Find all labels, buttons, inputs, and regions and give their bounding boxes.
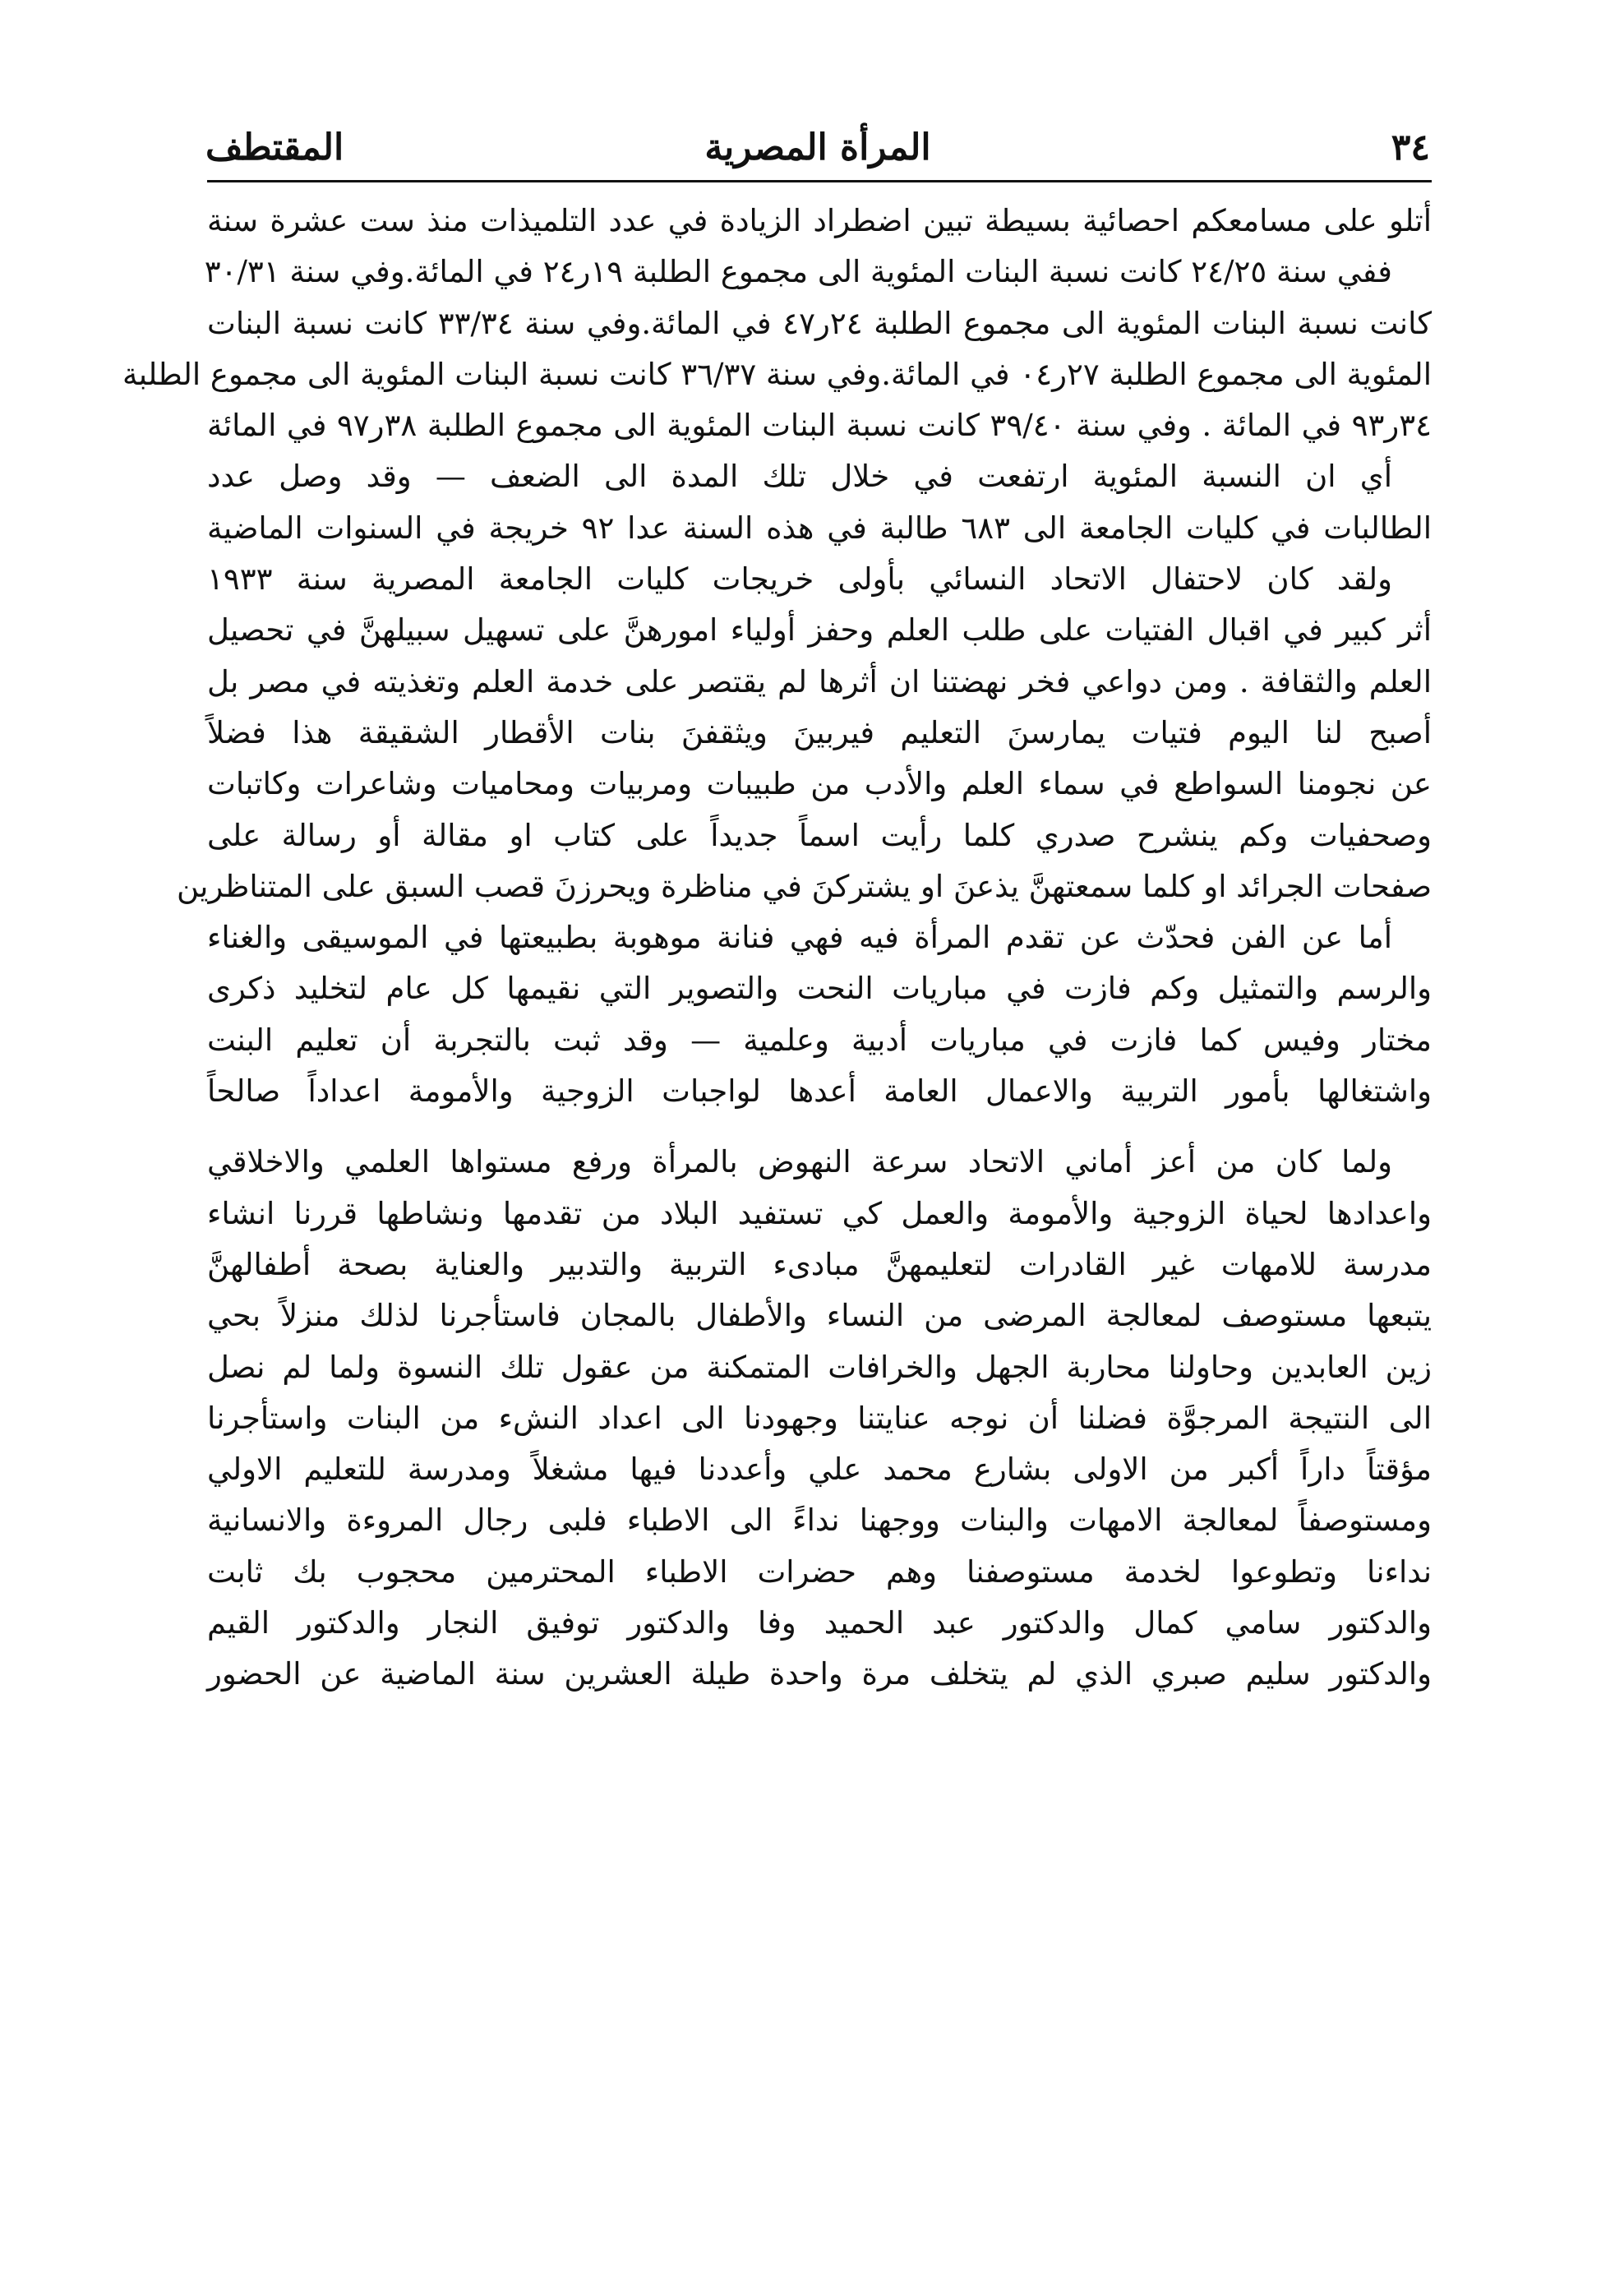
text-line: وصحفيات وكم ينشرح صدري كلما رأيت اسماً جديداً على كتاب او مقالة أو رسالة على [207, 817, 1432, 853]
text-line: المئوية الى مجموع الطلبة ٢٧ر٠٤ في المائة.وفي سنة ٣٦/٣٧ كانت نسبة البنات المئوية الى مجموع الطلبة [122, 356, 1432, 392]
text-line: الطالبات في كليات الجامعة الى ٦٨٣ طالبة في هذه السنة عدا ٩٢ خريجة في السنوات الماضية [207, 510, 1432, 546]
text-line: ٣٤ر٩٣ في المائة . وفي سنة ٣٩/٤٠ كانت نسبة البنات المئوية الى مجموع الطلبة ٣٨ر٩٧ في المائة [207, 408, 1432, 444]
text-line: مدرسة للامهات غير القادرات لتعليمهنَّ مبادىء التربية والتدبير والعناية بصحة أطفالهنَّ [207, 1246, 1432, 1282]
text-line: ولما كان من أعز أماني الاتحاد سرعة النهوض بالمرأة ورفع مستواها العلمي والاخلاقي [207, 1144, 1392, 1180]
running-title: المرأة المصرية [704, 127, 931, 168]
page-number: ٣٤ [1391, 127, 1430, 168]
paragraph-gap [207, 1117, 1432, 1137]
text-line: أتلو على مسامعكم احصائية بسيطة تبين اضطراد الزيادة في عدد التلميذات منذ ست عشرة سنة [207, 203, 1432, 238]
text-line: واعدادها لحياة الزوجية والأمومة والعمل كي تستفيد البلاد من تقدمها ونشاطها قررنا انشاء [207, 1195, 1432, 1231]
text-line: ففي سنة ٢٤/٢٥ كانت نسبة البنات المئوية الى مجموع الطلبة ١٩ر٢٤ في المائة.وفي سنة ٣٠/٣١ [204, 254, 1392, 290]
text-line: يتبعها مستوصف لمعالجة المرضى من النساء والأطفال بالمجان فاستأجرنا لذلك منزلاً بحي [207, 1298, 1432, 1334]
text-line: زين العابدين وحاولنا محاربة الجهل والخرافات المتمكنة من عقول تلك النسوة ولما لم نصل [207, 1349, 1432, 1385]
text-line: أثر كبير في اقبال الفتيات على طلب العلم وحفز أولياء امورهنَّ على تسهيل سبيلهنَّ في تحصيل [207, 612, 1432, 649]
article-body [122, 196, 1432, 1701]
text-line: أما عن الفن فحدّث عن تقدم المرأة فيه فهي فنانة موهوبة بطبيعتها في الموسيقى والغناء [207, 920, 1392, 956]
text-line: والدكتور سليم صبري الذي لم يتخلف مرة واحدة طيلة العشرين سنة الماضية عن الحضور [207, 1656, 1432, 1692]
page-header [205, 115, 1430, 181]
text-line: أصبح لنا اليوم فتيات يمارسنَ التعليم فيربينَ ويثقفنَ بنات الأقطار الشقيقة هذا فضلاً [207, 714, 1432, 750]
text-line: صفحات الجرائد او كلما سمعتهنَّ يذعنَ او يشتركنَ في مناظرة ويحرزنَ قصب السبق على المتناظرين [177, 868, 1432, 904]
text-line: الى النتيجة المرجوَّة فضلنا أن نوجه عنايتنا وجهودنا الى اعداد النشء من البنات واستأجرنا [207, 1400, 1432, 1436]
text-line: مؤقتاً داراً أكبر من الاولى بشارع محمد علي وأعددنا فيها مشغلاً ومدرسة للتعليم الاولي [207, 1452, 1432, 1488]
text-line: العلم والثقافة . ومن دواعي فخر نهضتنا ان أثرها لم يقتصر على خدمة العلم وتغذيته في مصر بل [207, 663, 1432, 699]
text-line: والدكتور سامي كمال والدكتور عبد الحميد وفا والدكتور توفيق النجار والدكتور القيم [207, 1605, 1432, 1641]
text-line: نداءنا وتطوعوا لخدمة مستوصفنا وهم حضرات الاطباء المحترمين محجوب بك ثابت [207, 1553, 1432, 1590]
text-line: والرسم والتمثيل وكم فازت في مباريات النحت والتصوير التي نقيمها كل عام لتخليد ذكرى [207, 971, 1432, 1007]
text-line: عن نجومنا السواطع في سماء العلم والأدب من طبيبات ومربيات ومحاميات وشاعرات وكاتبات [207, 766, 1432, 802]
text-line: واشتغالها بأمور التربية والاعمال العامة أعدها لواجبات الزوجية والأمومة اعداداً صالحاً [207, 1073, 1432, 1110]
header-rule [207, 180, 1432, 182]
text-line: كانت نسبة البنات المئوية الى مجموع الطلبة ٢٤ر٤٧ في المائة.وفي سنة ٣٣/٣٤ كانت نسبة البنات [207, 305, 1432, 341]
text-line: أي ان النسبة المئوية ارتفعت في خلال تلك المدة الى الضعف — وقد وصل عدد [207, 459, 1392, 495]
magazine-name: المقتطف [205, 127, 344, 168]
text-line: ولقد كان لاحتفال الاتحاد النسائي بأولى خريجات كليات الجامعة المصرية سنة ١٩٣٣ [207, 561, 1392, 598]
text-line: ومستوصفاً لمعالجة الامهات والبنات ووجهنا نداءً الى الاطباء فلبى رجال المروءة والانسانية [207, 1502, 1432, 1539]
text-line: مختار وفيس كما فازت في مباريات أدبية وعلمية — وقد ثبت بالتجربة أن تعليم البنت [207, 1022, 1432, 1058]
